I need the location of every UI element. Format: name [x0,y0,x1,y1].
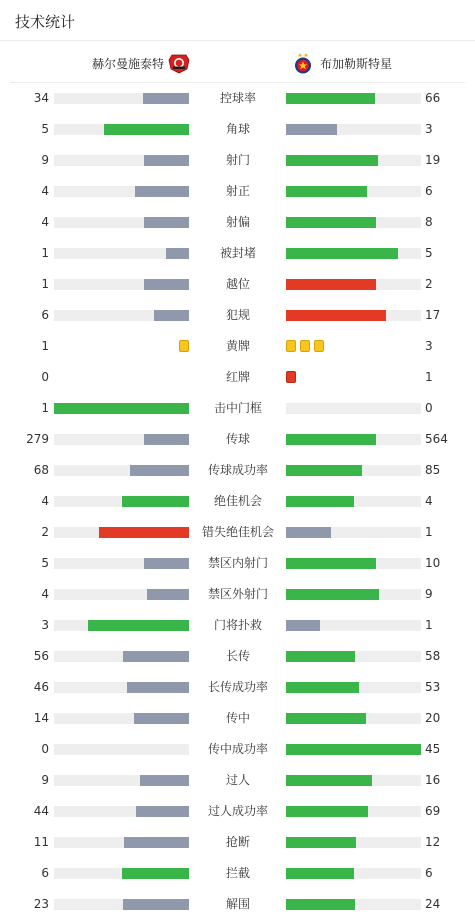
away-stat-value: 16 [425,773,441,787]
home-stat-bar-fill [124,837,189,848]
home-stat-bar-fill [166,248,189,259]
home-stat-value: 3 [41,618,49,632]
stat-row [0,641,475,672]
away-stat-bar-fill [286,558,376,569]
home-stat-value: 5 [41,556,49,570]
home-stat-value: 44 [33,804,49,818]
home-stat-bar-fill [135,186,189,197]
home-stat-bar [54,279,189,290]
yellow-card-icon [300,340,310,352]
section-header [0,0,475,41]
away-stat-bar [286,899,421,910]
away-stat-bar [286,682,421,693]
home-stat-value: 0 [41,742,49,756]
away-stat-bar-fill [286,465,362,476]
home-stat-bar [54,527,189,538]
away-stat-bar [286,186,421,197]
stat-label: 角球 [225,122,250,136]
home-stat-bar-fill [127,682,189,693]
stat-label: 禁区外射门 [207,587,268,601]
stat-row [0,486,475,517]
stat-label: 红牌 [225,370,250,384]
away-stat-bar-fill [286,248,398,259]
home-stat-value: 6 [41,866,49,880]
stat-label: 控球率 [219,91,256,105]
home-stat-bar-fill [130,465,189,476]
away-stat-bar [286,279,421,290]
away-stat-bar [286,620,421,631]
away-stat-bar [286,744,421,755]
away-stat-bar [286,434,421,445]
home-stat-value: 56 [33,649,49,663]
away-stat-value: 12 [425,835,441,849]
away-cards [286,340,328,352]
home-stat-bar [54,124,189,135]
home-stat-bar-fill [144,217,189,228]
stat-row [0,83,475,114]
away-stat-value: 10 [425,556,441,570]
away-stat-value: 6 [425,866,433,880]
away-stat-bar-fill [286,217,376,228]
home-stat-value: 4 [41,587,49,601]
home-stat-bar [54,899,189,910]
home-stat-bar-fill [122,496,190,507]
away-stat-bar-fill [286,124,337,135]
away-stat-bar [286,806,421,817]
away-stat-bar-fill [286,651,355,662]
away-cards [286,371,300,383]
home-stat-bar [54,837,189,848]
away-stat-value: 1 [425,525,433,539]
stat-row [0,455,475,486]
home-stat-bar-fill [154,310,189,321]
stat-row [0,238,475,269]
away-stat-value: 66 [425,91,441,105]
stat-row [0,424,475,455]
stat-label: 抢断 [225,835,250,849]
home-cards [175,340,189,352]
away-stat-bar-fill [286,806,368,817]
home-stat-bar [54,186,189,197]
home-stat-value: 11 [33,835,49,849]
stat-label: 过人 [225,773,250,787]
home-stat-bar-fill [104,124,189,135]
away-stat-bar [286,868,421,879]
home-stat-bar-fill [144,434,189,445]
stat-label: 射门 [225,153,250,167]
home-stat-value: 4 [41,184,49,198]
home-stat-bar [54,217,189,228]
away-stat-bar-fill [286,744,421,755]
home-stat-bar [54,651,189,662]
stat-row [0,517,475,548]
stat-row [0,176,475,207]
home-team[interactable] [92,52,190,74]
section-title: 技术统计 [15,13,76,31]
home-stat-value: 9 [41,153,49,167]
away-stat-bar [286,837,421,848]
stat-row [0,145,475,176]
away-stat-bar-fill [286,589,379,600]
stat-label: 越位 [225,277,250,291]
fcsb-crest-icon [292,52,314,74]
stat-label: 长传成功率 [207,680,268,694]
away-stat-bar [286,713,421,724]
stat-label: 射正 [225,184,250,198]
yellow-card-icon [179,340,189,352]
away-stat-value: 85 [425,463,441,477]
home-stat-bar [54,682,189,693]
home-stat-bar [54,806,189,817]
home-stat-bar [54,403,189,414]
stat-label: 射偏 [225,215,250,229]
away-stat-bar [286,775,421,786]
away-stat-bar [286,155,421,166]
stat-label: 传球 [225,432,250,446]
away-stat-bar [286,496,421,507]
home-stat-value: 23 [33,897,49,911]
home-team-name: 赫尔曼施泰特 [91,56,164,71]
stat-row [0,269,475,300]
home-stat-bar [54,248,189,259]
stat-row [0,858,475,889]
home-stat-bar-fill [144,558,189,569]
away-stat-bar-fill [286,310,386,321]
home-stat-bar-fill [122,868,190,879]
home-stat-bar-fill [54,403,189,414]
away-stat-value: 17 [425,308,441,322]
yellow-card-icon [314,340,324,352]
stat-label: 传中 [225,711,250,725]
stat-row [0,548,475,579]
away-stat-value: 4 [425,494,433,508]
away-stat-bar-fill [286,775,372,786]
red-card-icon [286,371,296,383]
home-stat-bar [54,713,189,724]
away-stat-bar [286,93,421,104]
away-stat-bar-fill [286,868,354,879]
stat-row [0,579,475,610]
away-stat-bar-fill [286,93,375,104]
stat-row [0,703,475,734]
away-stat-value: 1 [425,618,433,632]
away-stat-value: 5 [425,246,433,260]
home-stat-bar [54,620,189,631]
away-stat-value: 69 [425,804,441,818]
away-stat-value: 9 [425,587,433,601]
away-stat-bar-fill [286,837,356,848]
stat-label: 错失绝佳机会 [201,525,274,539]
stat-row [0,362,475,393]
yellow-card-icon [286,340,296,352]
stat-label: 传中成功率 [207,742,268,756]
stat-label: 绝佳机会 [213,494,262,508]
stat-row [0,765,475,796]
home-stat-bar [54,434,189,445]
home-stat-value: 9 [41,773,49,787]
away-team[interactable] [292,52,392,74]
away-stat-bar-fill [286,527,331,538]
home-stat-bar-fill [123,899,189,910]
stat-row [0,331,475,362]
away-stat-value: 20 [425,711,441,725]
home-stat-value: 68 [33,463,49,477]
home-stat-bar-fill [123,651,189,662]
stat-label: 长传 [225,649,250,663]
away-stat-bar [286,403,421,414]
home-stat-bar-fill [88,620,189,631]
home-stat-value: 5 [41,122,49,136]
home-stat-value: 279 [26,432,49,446]
away-stat-bar-fill [286,713,366,724]
stat-row [0,207,475,238]
home-stat-value: 14 [33,711,49,725]
home-stat-bar-fill [99,527,189,538]
stat-label: 门将扑救 [213,618,262,632]
stat-label: 拦截 [225,866,250,880]
home-stat-bar [54,744,189,755]
away-stat-value: 1 [425,370,433,384]
stat-label: 禁区内射门 [207,556,268,570]
hermannstadt-crest-icon [168,52,190,74]
away-stat-bar [286,310,421,321]
away-stat-value: 3 [425,122,433,136]
home-stat-value: 34 [33,91,49,105]
stat-label: 传球成功率 [207,463,268,477]
stat-row [0,300,475,331]
away-stat-bar-fill [286,496,354,507]
home-stat-bar-fill [140,775,189,786]
home-stat-value: 2 [41,525,49,539]
home-stat-bar-fill [143,93,189,104]
away-stat-value: 58 [425,649,441,663]
away-stat-bar [286,558,421,569]
home-stat-bar [54,155,189,166]
away-stat-value: 45 [425,742,441,756]
home-stat-value: 46 [33,680,49,694]
stat-label: 黄牌 [225,339,250,353]
home-stat-bar-fill [144,155,189,166]
home-stat-bar [54,775,189,786]
away-stat-bar-fill [286,186,367,197]
away-stat-bar-fill [286,155,378,166]
stat-label: 被封堵 [219,246,256,260]
stat-row [0,889,475,920]
home-stat-bar [54,558,189,569]
away-stat-bar [286,124,421,135]
away-stat-value: 8 [425,215,433,229]
away-stat-bar [286,217,421,228]
home-stat-bar [54,310,189,321]
home-stat-value: 6 [41,308,49,322]
away-stat-bar-fill [286,434,376,445]
away-stat-value: 0 [425,401,433,415]
home-stat-bar [54,496,189,507]
away-stat-bar-fill [286,682,359,693]
stat-label: 犯规 [225,308,250,322]
home-stat-value: 4 [41,494,49,508]
away-stat-value: 53 [425,680,441,694]
away-stat-bar-fill [286,279,376,290]
home-stat-bar-fill [144,279,189,290]
stat-row [0,114,475,145]
stat-label: 解围 [225,897,250,911]
away-stat-bar [286,465,421,476]
home-stat-bar-fill [134,713,189,724]
stat-row [0,610,475,641]
home-stat-bar [54,868,189,879]
home-stat-bar [54,589,189,600]
stat-row [0,796,475,827]
away-stat-bar [286,589,421,600]
away-stat-bar [286,527,421,538]
stat-row [0,827,475,858]
home-stat-bar [54,93,189,104]
home-stat-bar [54,465,189,476]
away-stat-value: 19 [425,153,441,167]
stat-label: 击中门框 [213,401,262,415]
stat-label: 过人成功率 [207,804,268,818]
away-stat-bar [286,651,421,662]
away-stat-bar-fill [286,899,355,910]
stat-row [0,672,475,703]
home-stat-value: 1 [41,246,49,260]
home-stat-bar-fill [147,589,189,600]
home-stat-value: 1 [41,339,49,353]
team-header [10,41,465,83]
away-stat-value: 6 [425,184,433,198]
home-stat-value: 0 [41,370,49,384]
away-stat-bar [286,248,421,259]
home-stat-bar-fill [136,806,189,817]
away-stat-value: 564 [425,432,448,446]
away-team-name: 布加勒斯特星 [320,56,393,71]
home-stat-value: 1 [41,277,49,291]
away-stat-value: 2 [425,277,433,291]
home-stat-value: 1 [41,401,49,415]
home-stat-value: 4 [41,215,49,229]
away-stat-bar-fill [286,620,320,631]
stat-row [0,734,475,765]
away-stat-value: 24 [425,897,441,911]
stat-row [0,393,475,424]
away-stat-value: 3 [425,339,433,353]
